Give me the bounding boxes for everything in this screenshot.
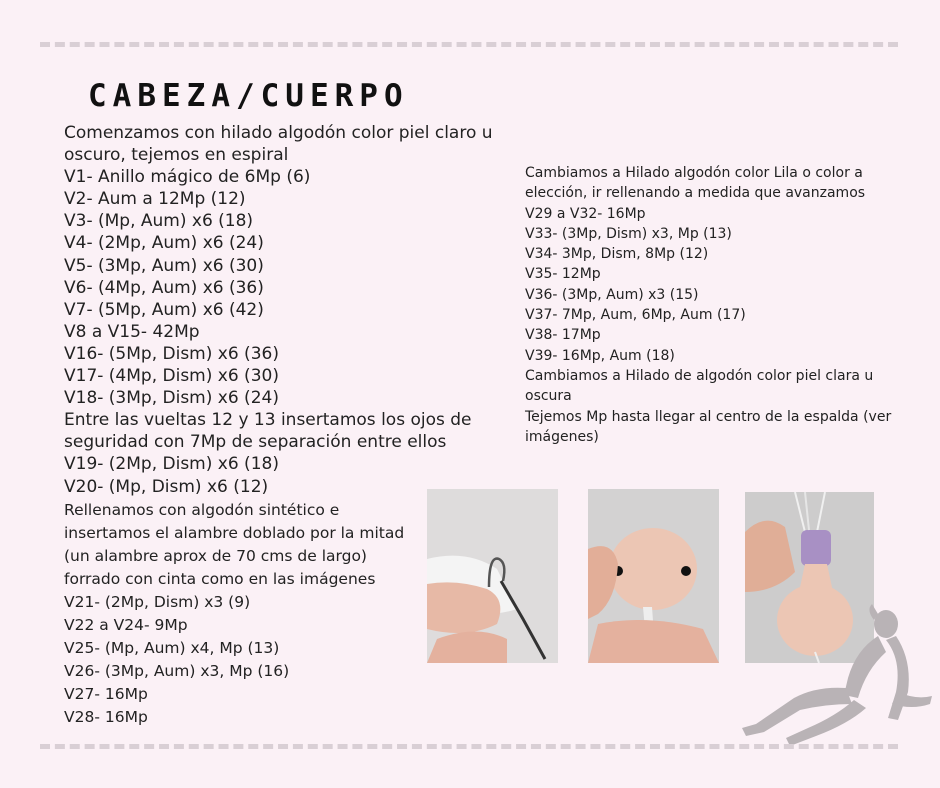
pattern-line: V17- (4Mp, Dism) x6 (30) xyxy=(64,366,279,387)
pattern-line: V3- (Mp, Aum) x6 (18) xyxy=(64,211,254,232)
pattern-line: V5- (3Mp, Aum) x6 (30) xyxy=(64,255,264,276)
pattern-line: V6- (4Mp, Aum) x6 (36) xyxy=(64,277,264,298)
pattern-line: V28- 16Mp xyxy=(64,708,148,726)
pattern-line: V27- 16Mp xyxy=(64,685,148,703)
pattern-line: V4- (2Mp, Aum) x6 (24) xyxy=(64,233,264,254)
pattern-line: Tejemos Mp hasta llegar al centro de la espalda (ver imágenes) xyxy=(525,408,892,445)
main-pattern-column xyxy=(64,122,524,498)
pattern-line: Cambiamos a Hilado de algodón color piel clara u oscura xyxy=(525,367,874,405)
pattern-line: Comenzamos con hilado algodón color piel claro u oscuro, tejemos en espiral xyxy=(64,123,493,166)
pattern-line: V1- Anillo mágico de 6Mp (6) xyxy=(64,167,311,188)
top-dashed-divider xyxy=(40,42,898,47)
pattern-line: V20- (Mp, Dism) x6 (12) xyxy=(64,476,269,497)
pattern-line: V36- (3Mp, Aum) x3 (15) xyxy=(525,286,699,303)
sitting-figure-icon xyxy=(736,600,936,750)
pattern-line: V26- (3Mp, Aum) x3, Mp (16) xyxy=(64,662,290,680)
right-pattern-column xyxy=(525,163,905,447)
pattern-line: V37- 7Mp, Aum, 6Mp, Aum (17) xyxy=(525,307,746,324)
pattern-line: V22 a V24- 9Mp xyxy=(64,616,188,634)
pattern-line: V18- (3Mp, Dism) x6 (24) xyxy=(64,388,279,409)
page-title: CABEZA/CUERPO xyxy=(88,78,409,114)
pattern-line: V35- 12Mp xyxy=(525,266,601,283)
pattern-line: V38- 17Mp xyxy=(525,327,601,344)
pattern-line: V29 a V32- 16Mp xyxy=(525,205,646,222)
pattern-line: V33- (3Mp, Dism) x3, Mp (13) xyxy=(525,225,732,242)
pattern-line: V7- (5Mp, Aum) x6 (42) xyxy=(64,299,264,320)
wire-photo xyxy=(427,489,558,663)
pattern-line: Cambiamos a Hilado algodón color Lila o color a elección, ir rellenando a medida que avanzamos xyxy=(525,165,866,202)
head-photo xyxy=(588,489,719,663)
pattern-line: V8 a V15- 42Mp xyxy=(64,321,200,342)
pattern-line: V34- 3Mp, Dism, 8Mp (12) xyxy=(525,246,709,263)
pattern-line: Entre las vueltas 12 y 13 insertamos los ojos de seguridad con 7Mp de separación entre ellos xyxy=(64,410,472,453)
pattern-line: V19- (2Mp, Dism) x6 (18) xyxy=(64,454,279,475)
bottom-dashed-divider xyxy=(40,744,898,749)
lower-pattern-column xyxy=(64,499,414,729)
pattern-line: V39- 16Mp, Aum (18) xyxy=(525,347,675,364)
pattern-line: V25- (Mp, Aum) x4, Mp (13) xyxy=(64,639,280,657)
pattern-line: V21- (2Mp, Dism) x3 (9) xyxy=(64,593,251,611)
pattern-line: V16- (5Mp, Dism) x6 (36) xyxy=(64,343,279,364)
pattern-line: V2- Aum a 12Mp (12) xyxy=(64,189,246,210)
pattern-line: Rellenamos con algodón sintético e insertamos el alambre doblado por la mitad (un alambre aprox de 70 cms de largo) forrado con cinta como en las imágenes xyxy=(64,501,405,588)
